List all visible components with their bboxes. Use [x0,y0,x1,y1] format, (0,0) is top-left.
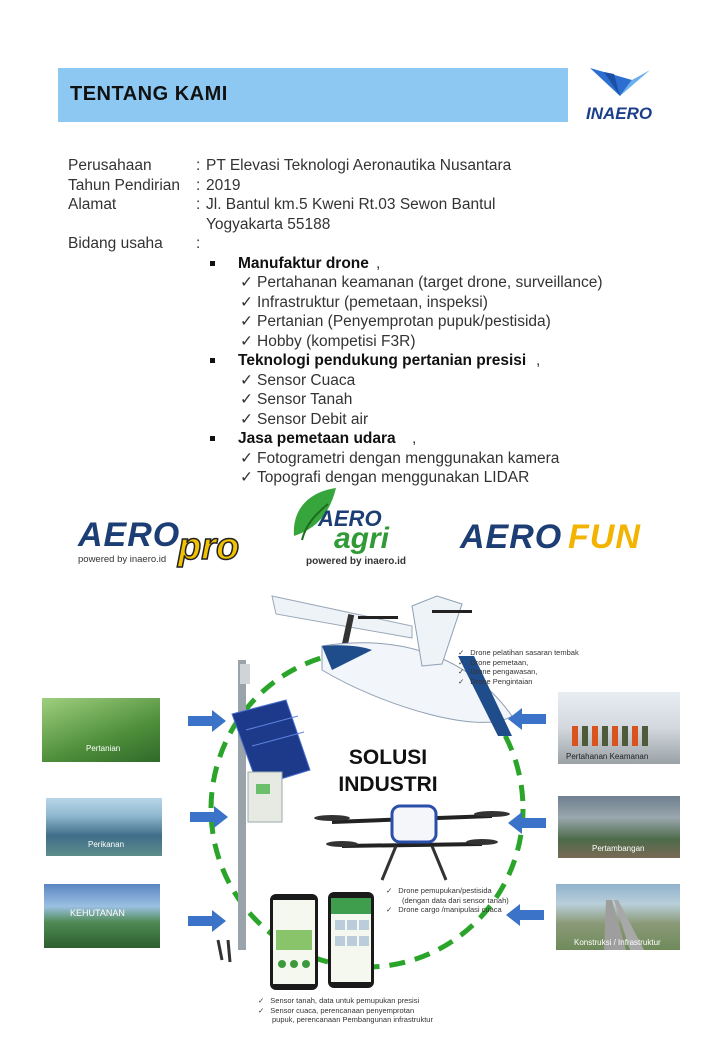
photo-perikanan: Perikanan [46,798,162,856]
inaero-bird-icon [584,66,666,106]
arrow-left-icon [506,904,544,926]
arrow-left-icon [508,812,546,834]
business-heading: Jasa pemetaan udara , [68,429,708,449]
address-line1: Jl. Bantul km.5 Kweni Rt.03 Sewon Bantul [206,196,496,213]
year-value: 2019 [206,176,241,194]
arrow-right-icon [188,710,226,732]
year-label: Tahun Pendirian [68,176,181,194]
list-item: ✓ Hobby (kompetisi F3R) [240,332,416,350]
logo-text: INAERO [586,104,653,123]
list-item: ✓ Sensor Cuaca [240,371,356,389]
list-item: ✓ Sensor Tanah [240,391,353,408]
colon: : [196,176,201,194]
list-item: ✓ Pertahanan keamanan (target drone, surveillance) [240,274,603,291]
photo-pertambangan: Pertambangan [558,796,680,858]
note-sprayer: ✓ Drone pemupukan/pestisida (dengan data dari sensor tanah) ✓ Drone cargo /manipulasi cuaca [386,886,509,914]
photo-kehutanan: KEHUTANAN [44,884,160,948]
arrow-left-icon [508,708,546,730]
list-item: ✓ Infrastruktur (pemetaan, inspeksi) [240,293,488,311]
sprayer-drone-image [312,792,512,886]
soldiers-icon [568,720,668,750]
arrow-right-icon [188,910,226,932]
mobile-app-image [268,890,378,992]
aeropro-logo: AERO pro powered by inaero.id [78,516,240,568]
aeroagri-logo: AERO agri powered by inaero.id [288,484,438,574]
colon: : [196,157,201,174]
list-item: ✓ Pertanian (Penyemprotan pupuk/pestisida) [240,313,551,330]
photo-pertahanan: Pertahanan Keamanan [558,692,680,764]
title-bar [58,68,568,122]
note-drone-types: ✓ Drone pelatihan sasaran tembak ✓ Drone pemetaan, ✓ Drone pengawasan, ✓ Drone Pengintaian [458,648,579,686]
address-label: Alamat [68,196,117,213]
photo-pertanian: Pertanian [42,698,160,762]
company-info [68,156,708,488]
list-item: ✓ Fotogrametri dengan menggunakan kamera [240,449,560,467]
business-heading: Teknologi pendukung pertanian presisi , [68,351,708,371]
field-label: Bidang usaha [68,235,163,252]
list-item: ✓ Topografi dengan menggunakan LIDAR [240,469,530,486]
aerofun-logo: AERO FUN [460,518,641,556]
inaero-logo [584,66,666,126]
page-title: TENTANG KAMI [70,83,228,105]
arrow-right-icon [190,806,228,828]
address-line2: Yogyakarta 55188 [206,215,331,233]
business-heading: Manufaktur drone , [68,254,708,274]
colon: : [196,235,201,252]
center-label: SOLUSI INDUSTRI [338,746,438,796]
photo-konstruksi: Konstruksi / Infrastruktur [556,884,680,950]
colon: : [196,196,201,213]
note-sensors: ✓ Sensor tanah, data untuk pemupukan presisi ✓ Sensor cuaca, perencanaan penyemprotan pupuk, perencanaan Pembangunan infrastruktur [258,996,433,1024]
company-label: Perusahaan [68,157,152,174]
company-value: PT Elevasi Teknologi Aeronautika Nusantara [206,157,512,174]
list-item: ✓ Sensor Debit air [240,410,369,428]
